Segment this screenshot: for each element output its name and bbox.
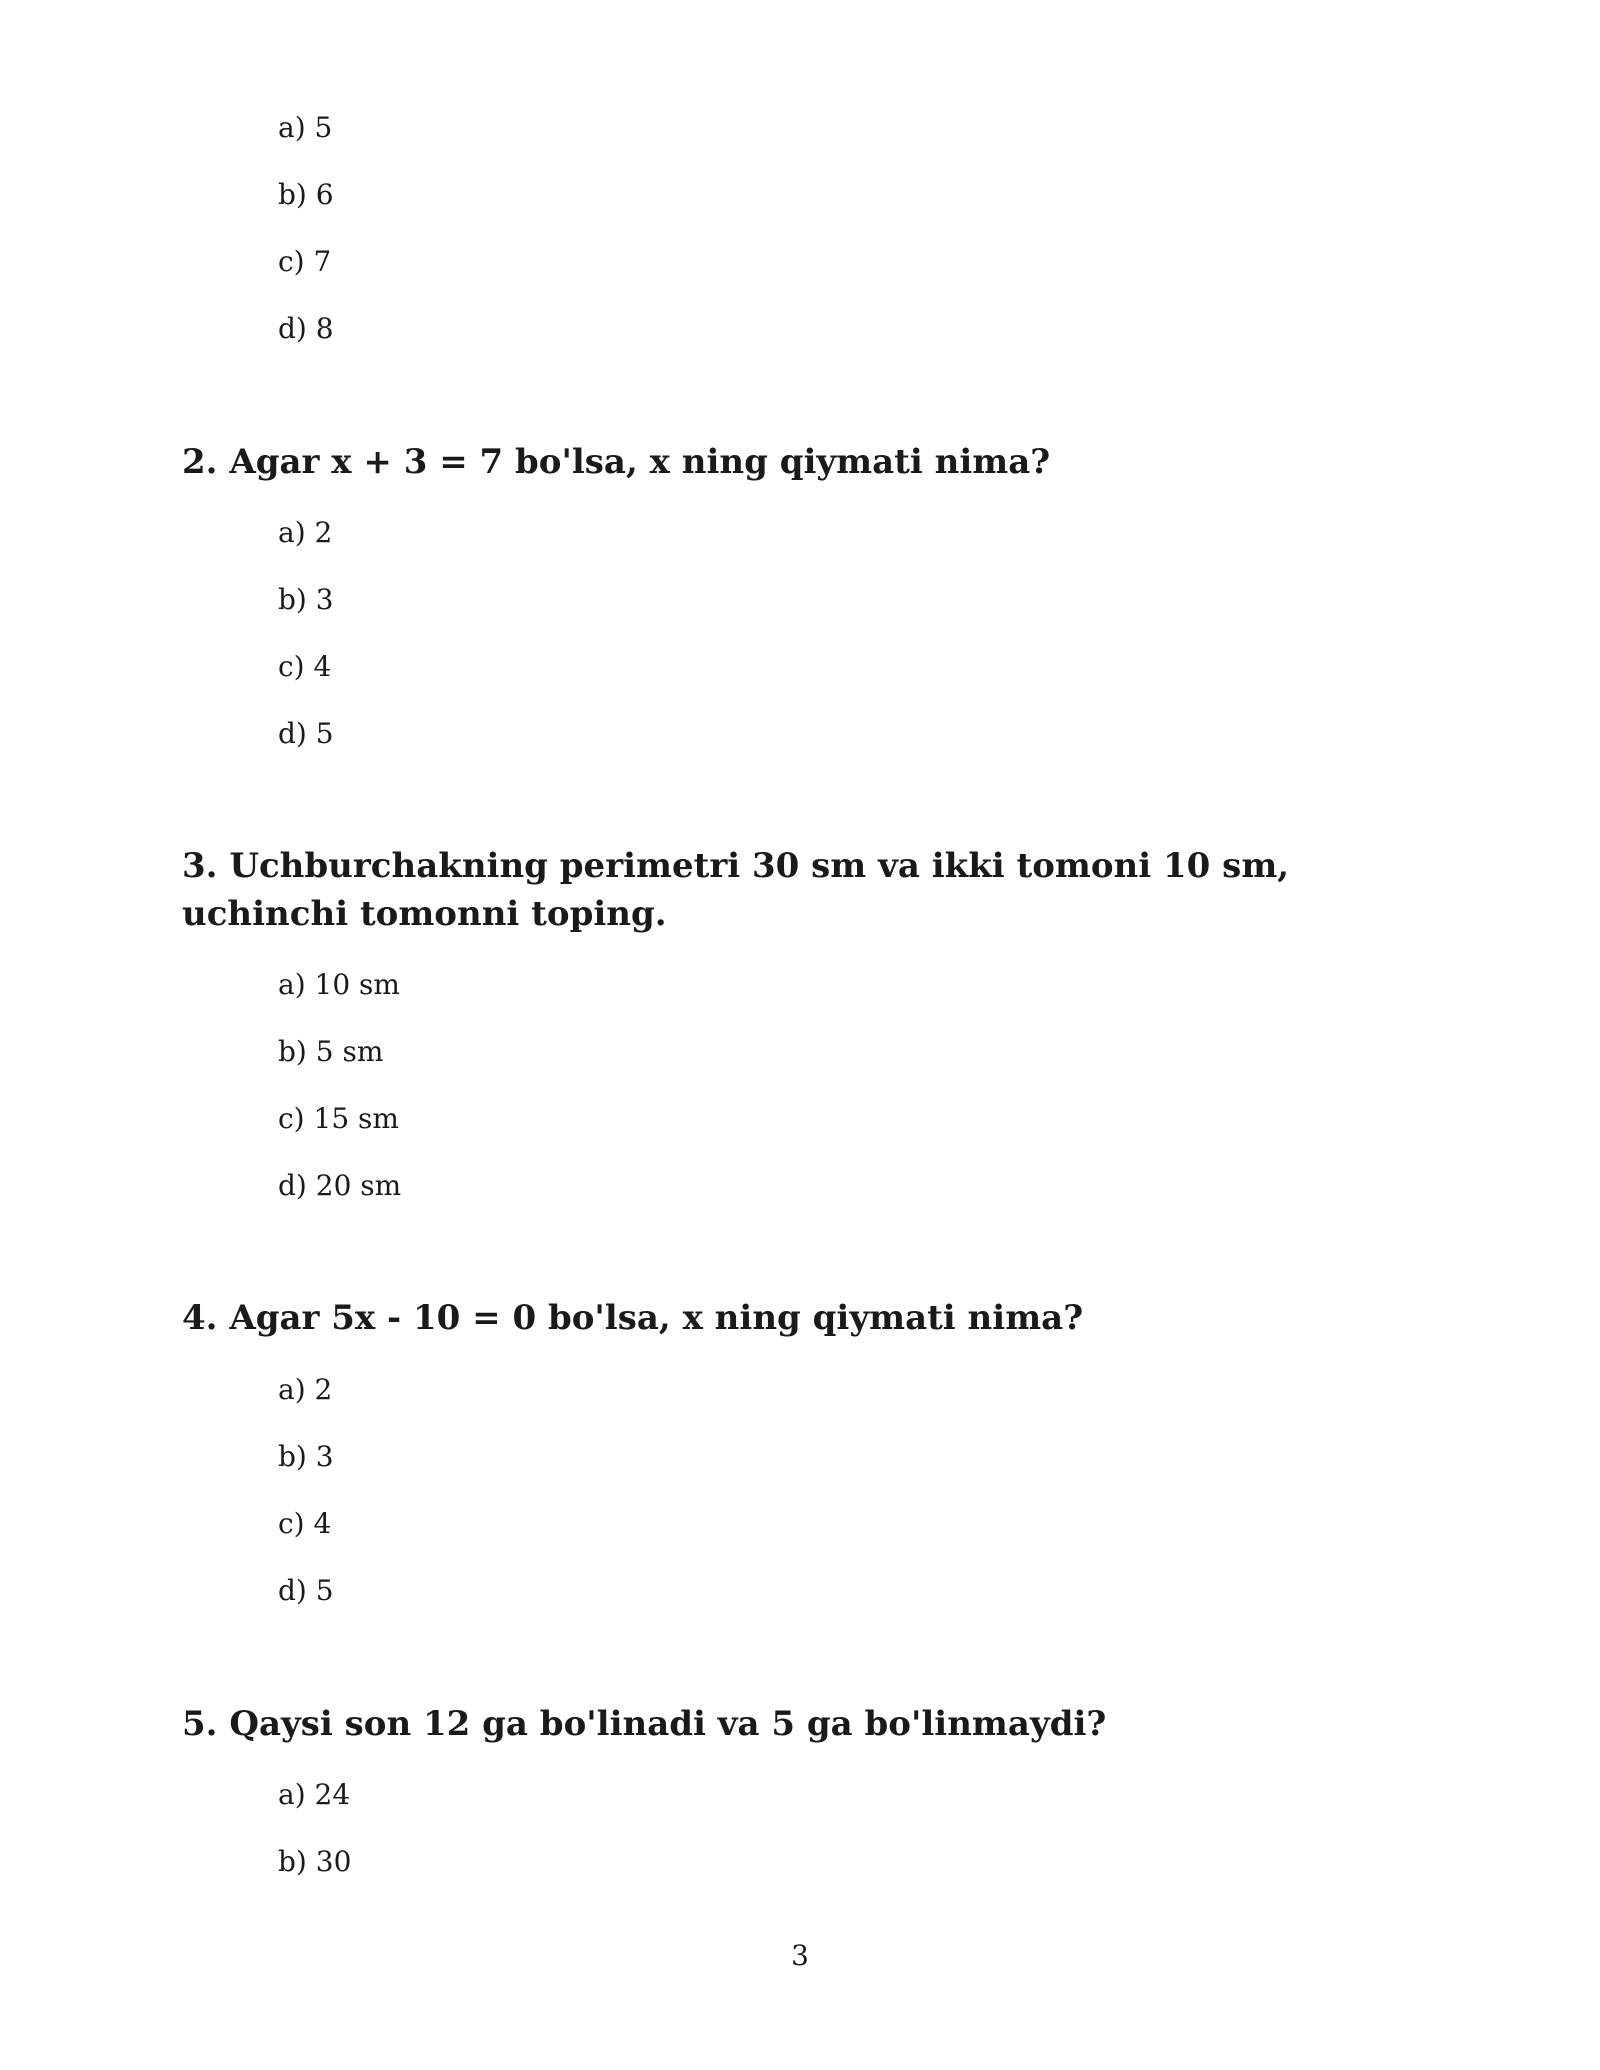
page-number: 3 bbox=[791, 1939, 809, 1972]
question-text: 2. Agar x + 3 = 7 bo'lsa, x ning qiymati nima? bbox=[182, 442, 1051, 482]
answer-option: d) 5 bbox=[278, 717, 334, 750]
answer-option: d) 5 bbox=[278, 1574, 334, 1607]
answer-option: a) 2 bbox=[278, 516, 333, 549]
answer-option: c) 4 bbox=[278, 1507, 332, 1540]
answer-option: d) 20 sm bbox=[278, 1169, 402, 1202]
answer-option: a) 5 bbox=[278, 111, 333, 144]
answer-option: a) 2 bbox=[278, 1373, 333, 1406]
question-text: 5. Qaysi son 12 ga bo'linadi va 5 ga bo'linmaydi? bbox=[182, 1704, 1107, 1744]
question-text: 4. Agar 5x - 10 = 0 bo'lsa, x ning qiymati nima? bbox=[182, 1298, 1084, 1338]
answer-option: b) 30 bbox=[278, 1845, 352, 1878]
question-text: 3. Uchburchakning perimetri 30 sm va ikki tomoni 10 sm, uchinchi tomonni toping. bbox=[182, 846, 1290, 934]
answer-option: b) 6 bbox=[278, 178, 334, 211]
answer-option: b) 5 sm bbox=[278, 1035, 384, 1068]
answer-option: d) 8 bbox=[278, 312, 334, 345]
answer-option: a) 24 bbox=[278, 1778, 351, 1811]
answer-option: c) 4 bbox=[278, 650, 332, 683]
answer-option: a) 10 sm bbox=[278, 968, 400, 1001]
answer-option: b) 3 bbox=[278, 583, 334, 616]
answer-option: c) 15 sm bbox=[278, 1102, 399, 1135]
answer-option: c) 7 bbox=[278, 245, 332, 278]
answer-option: b) 3 bbox=[278, 1440, 334, 1473]
